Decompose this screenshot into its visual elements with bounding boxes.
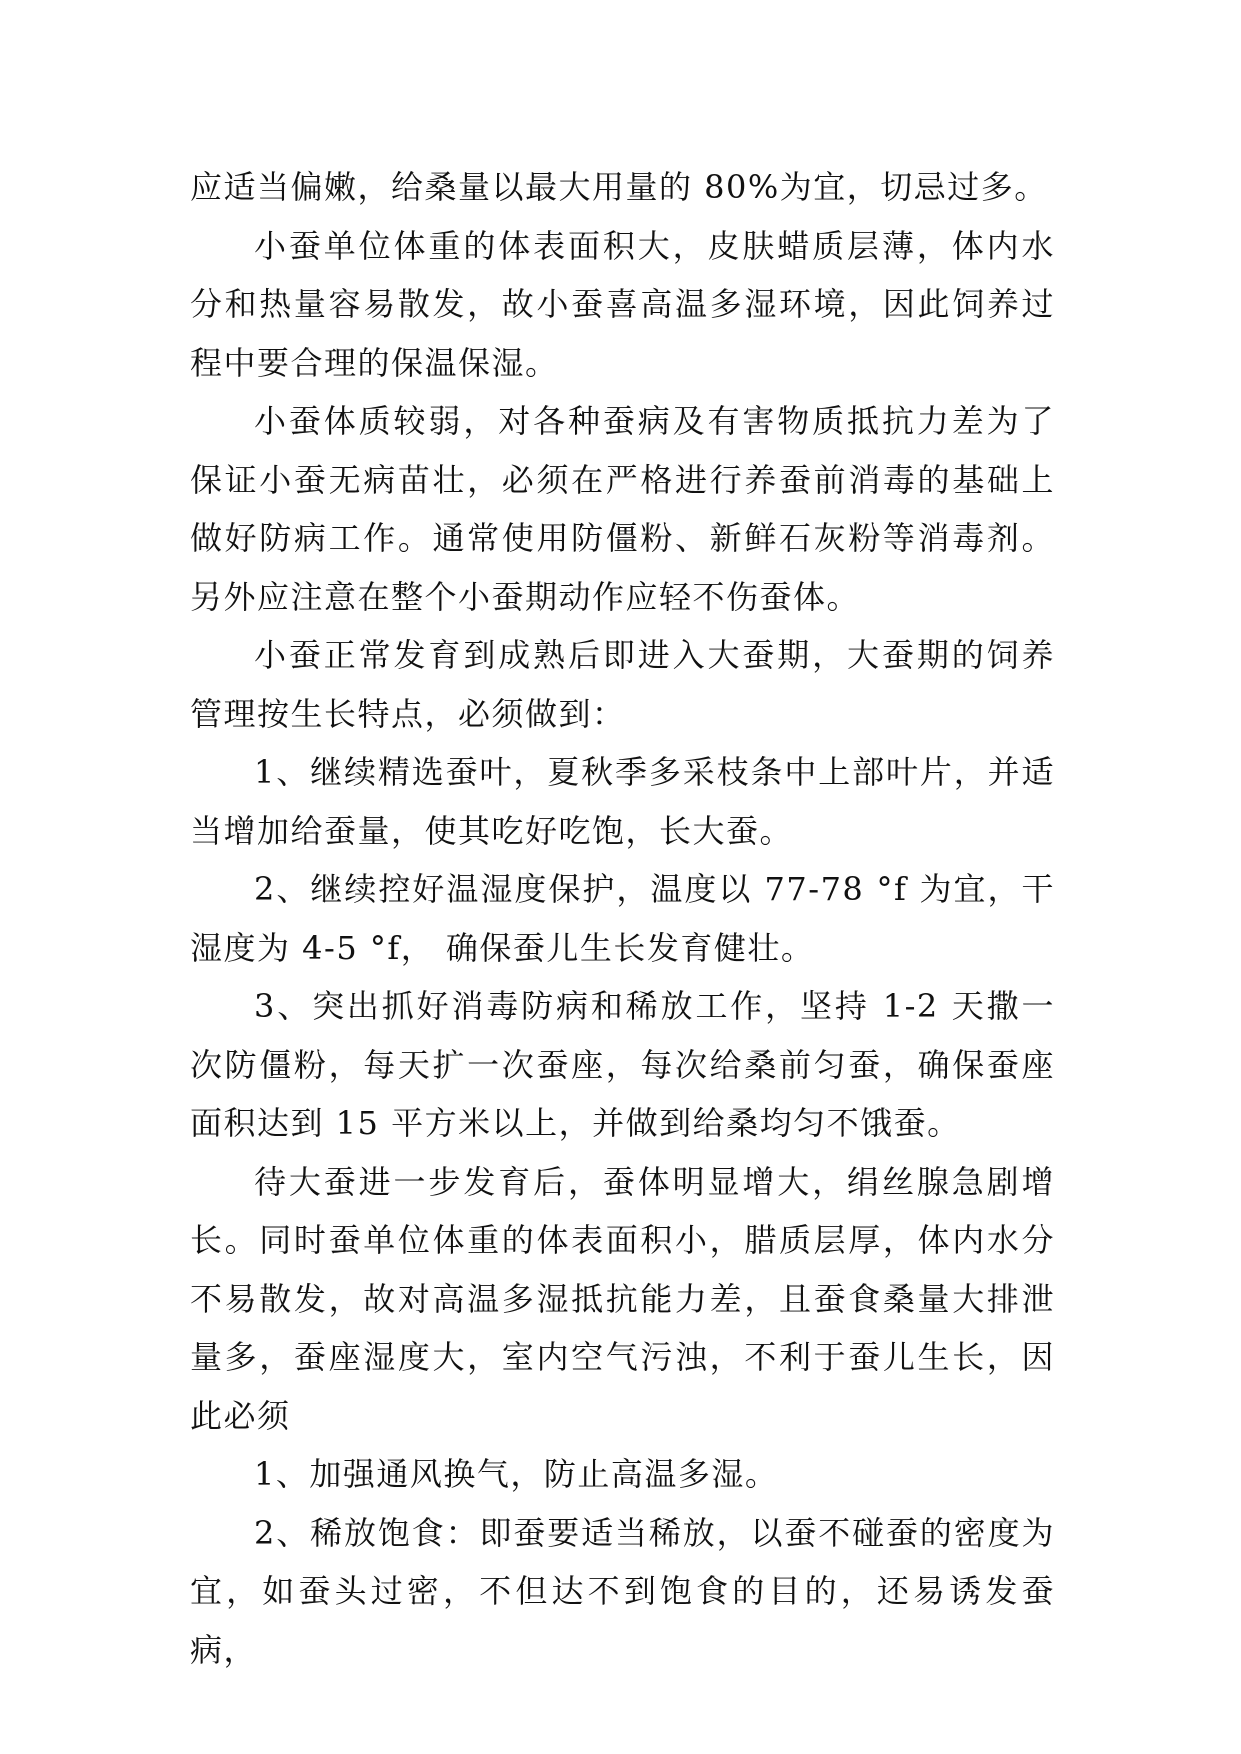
paragraph-6: 2、继续控好温湿度保护，温度以 77-78 °f 为宜，干湿度为 4-5 °f， 确保蚕儿生长发育健壮。 — [190, 870, 1055, 967]
paragraph-3: 小蚕体质较弱，对各种蚕病及有害物质抵抗力差为了保证小蚕无病苗壮，必须在严格进行养蚕前消毒的基础上做好防病工作。通常使用防僵粉、新鲜石灰粉等消毒剂。另外应注意在整个小蚕期动作应轻不伤蚕体。 — [190, 402, 1055, 616]
paragraph-9: 1、加强通风换气，防止高温多湿。 — [254, 1455, 779, 1493]
paragraph-8: 待大蚕进一步发育后，蚕体明显增大，绢丝腺急剧增长。同时蚕单位体重的体表面积小，腊质层厚，体内水分不易散发，故对高温多湿抵抗能力差，且蚕食桑量大排泄量多，蚕座湿度大，室内空气污浊，不利于蚕儿生长，因此必须 — [190, 1162, 1055, 1435]
paragraph-5: 1、继续精选蚕叶，夏秋季多采枝条中上部叶片，并适当增加给蚕量，使其吃好吃饱，长大蚕。 — [190, 753, 1055, 850]
paragraph-10: 2、稀放饱食：即蚕要适当稀放，以蚕不碰蚕的密度为宜，如蚕头过密，不但达不到饱食的目的，还易诱发蚕病， — [190, 1513, 1055, 1669]
document-body — [190, 158, 1055, 1679]
paragraph-2: 小蚕单位体重的体表面积大，皮肤蜡质层薄，体内水分和热量容易散发，故小蚕喜高温多湿环境，因此饲养过程中要合理的保温保湿。 — [190, 226, 1055, 382]
paragraph-7: 3、突出抓好消毒防病和稀放工作，坚持 1-2 天撒一次防僵粉，每天扩一次蚕座，每次给桑前匀蚕，确保蚕座面积达到 15 平方米以上，并做到给桑均匀不饿蚕。 — [190, 987, 1055, 1142]
paragraph-1: 应适当偏嫩，给桑量以最大用量的 80%为宜，切忌过多。 — [190, 168, 1048, 206]
paragraph-4: 小蚕正常发育到成熟后即进入大蚕期，大蚕期的饲养管理按生长特点，必须做到： — [190, 636, 1055, 733]
